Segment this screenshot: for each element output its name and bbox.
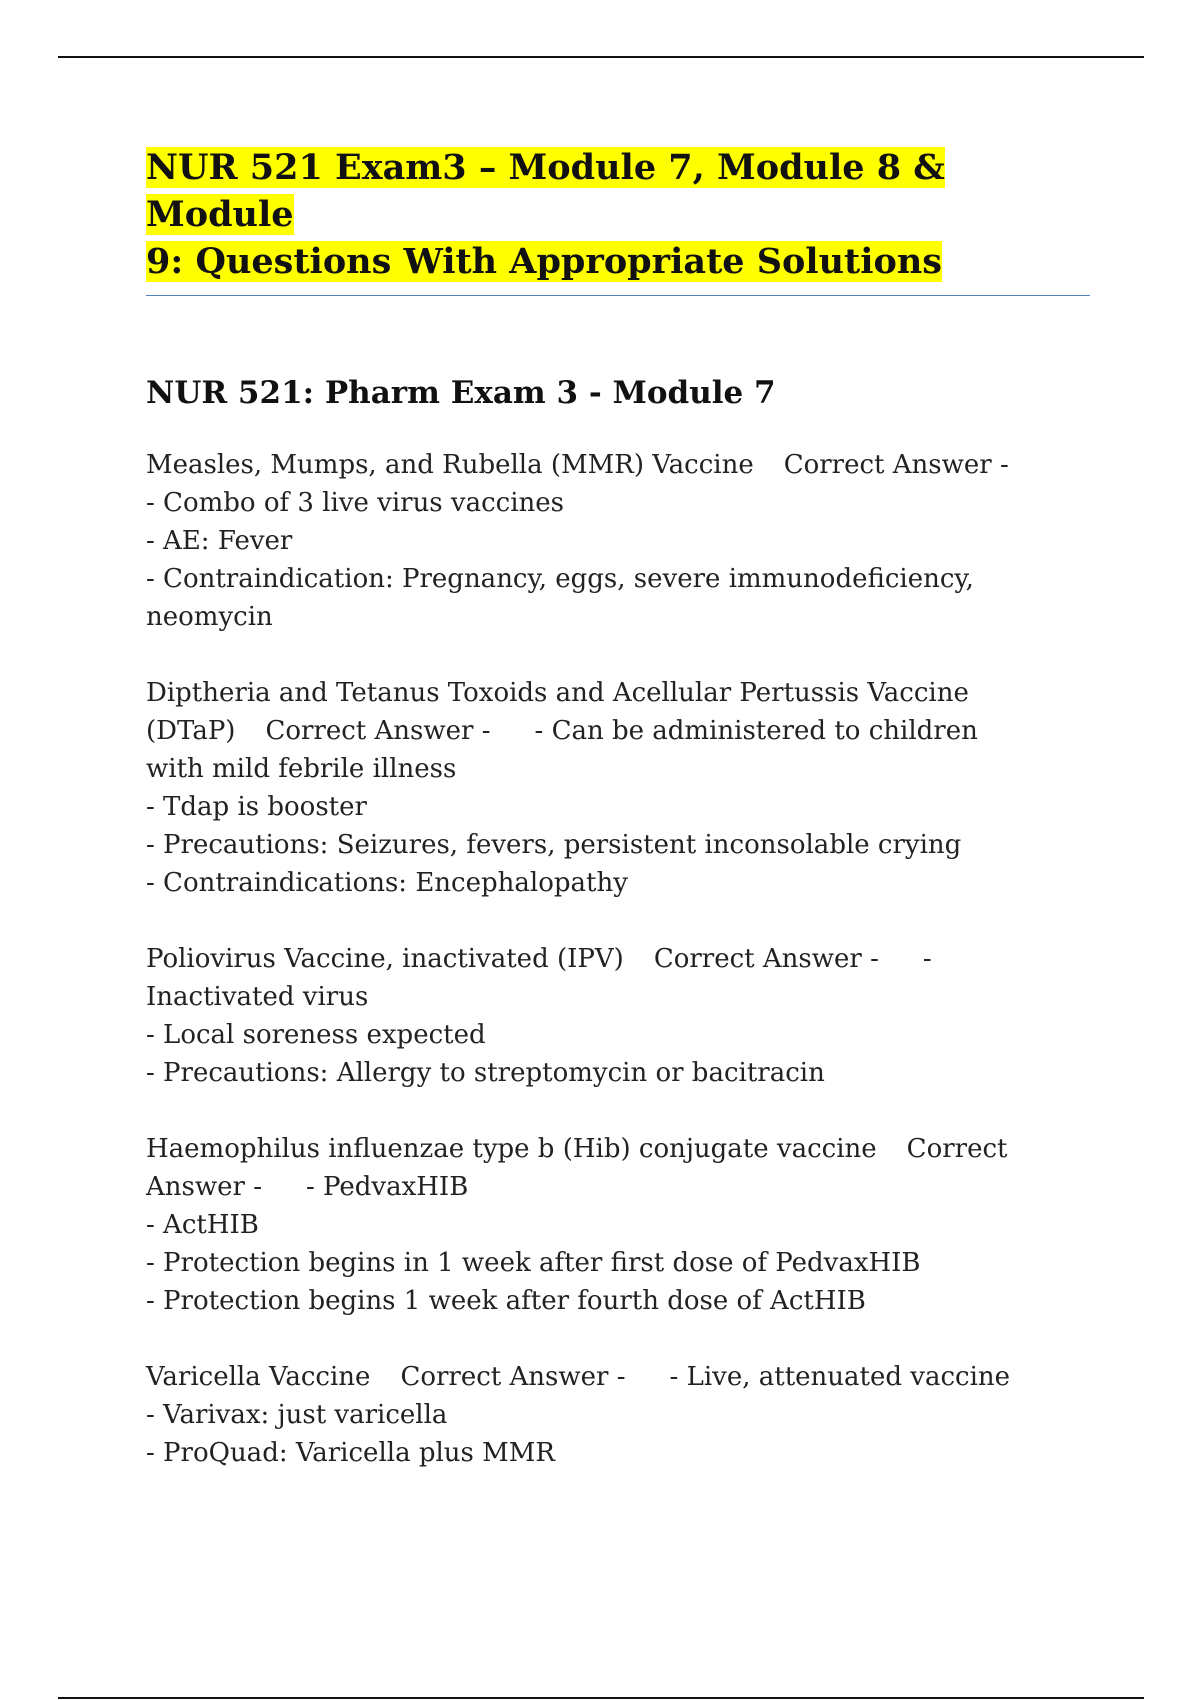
qa-entry-mmr	[146, 446, 1090, 636]
qa-question-line	[146, 940, 1090, 978]
qa-answer-first: -	[922, 944, 932, 974]
title-underline	[146, 295, 1090, 296]
correct-answer-label: Correct Answer	[783, 450, 992, 480]
qa-question: Diptheria and Tetanus Toxoids and Acellular Pertussis Vaccine	[146, 678, 969, 708]
qa-answer-line: - Local soreness expected	[146, 1020, 486, 1050]
section-heading: NUR 521: Pharm Exam 3 - Module 7	[146, 375, 776, 411]
qa-question-line	[146, 1130, 1090, 1168]
qa-answer-first: - Can be administered to children	[534, 716, 978, 746]
qa-answer-line: - Contraindication: Pregnancy, eggs, severe immunodeficiency,	[146, 564, 974, 594]
qa-entry-dtap	[146, 674, 1090, 902]
qa-question-line	[146, 712, 1090, 750]
correct-answer-label-part-2: Answer	[146, 1172, 245, 1202]
qa-answer-first: - Live, attenuated vaccine	[669, 1362, 1011, 1392]
qa-answer-line: - Protection begins in 1 week after first dose of PedvaxHIB	[146, 1248, 921, 1278]
document-body	[146, 144, 1090, 1472]
footer-rule	[58, 1697, 1144, 1699]
qa-question-continued: (DTaP)	[146, 716, 236, 746]
qa-answer-line: - ActHIB	[146, 1210, 259, 1240]
answer-dash: -	[999, 450, 1009, 480]
answer-dash: -	[481, 716, 491, 746]
qa-question: Varicella Vaccine	[146, 1362, 371, 1392]
qa-answer-line: - Protection begins 1 week after fourth dose of ActHIB	[146, 1286, 866, 1316]
document-title	[146, 144, 1090, 285]
qa-answer-line: - Contraindications: Encephalopathy	[146, 868, 628, 898]
answer-dash: -	[616, 1362, 626, 1392]
qa-question: Measles, Mumps, and Rubella (MMR) Vaccine	[146, 450, 754, 480]
qa-answer-line: with mild febrile illness	[146, 754, 457, 784]
qa-entry-ipv	[146, 940, 1090, 1092]
correct-answer-label: Correct Answer	[265, 716, 474, 746]
qa-answer-line: - ProQuad: Varicella plus MMR	[146, 1438, 555, 1468]
qa-answer-first: - PedvaxHIB	[306, 1172, 469, 1202]
answer-dash: -	[870, 944, 879, 974]
qa-question: Poliovirus Vaccine, inactivated (IPV)	[146, 944, 624, 974]
qa-question-line	[146, 1358, 1090, 1396]
document-title-line-1: NUR 521 Exam3 – Module 7, Module 8 & Module	[146, 147, 945, 235]
qa-answer-line: - Tdap is booster	[146, 792, 367, 822]
correct-answer-label: Correct Answer	[653, 944, 862, 974]
qa-answer-line: - Combo of 3 live virus vaccines	[146, 488, 565, 518]
header-rule	[58, 56, 1144, 58]
qa-entry-hib	[146, 1130, 1090, 1320]
qa-answer-line: Inactivated virus	[146, 982, 369, 1012]
qa-question-line	[146, 446, 1090, 484]
qa-answer-line: - Varivax: just varicella	[146, 1400, 448, 1430]
qa-answer-line: - AE: Fever	[146, 526, 293, 556]
qa-question: Haemophilus influenzae type b (Hib) conjugate vaccine	[146, 1134, 877, 1164]
qa-answer-line: neomycin	[146, 602, 273, 632]
qa-question-line	[146, 1168, 1090, 1206]
qa-entry-varicella	[146, 1358, 1090, 1472]
answer-dash: -	[253, 1172, 262, 1202]
correct-answer-label-part-1: Correct	[906, 1134, 1008, 1164]
qa-answer-line: - Precautions: Allergy to streptomycin or bacitracin	[146, 1058, 825, 1088]
document-title-line-2: 9: Questions With Appropriate Solutions	[146, 241, 943, 282]
correct-answer-label: Correct Answer	[400, 1362, 609, 1392]
qa-answer-line: - Precautions: Seizures, fevers, persistent inconsolable crying	[146, 830, 962, 860]
